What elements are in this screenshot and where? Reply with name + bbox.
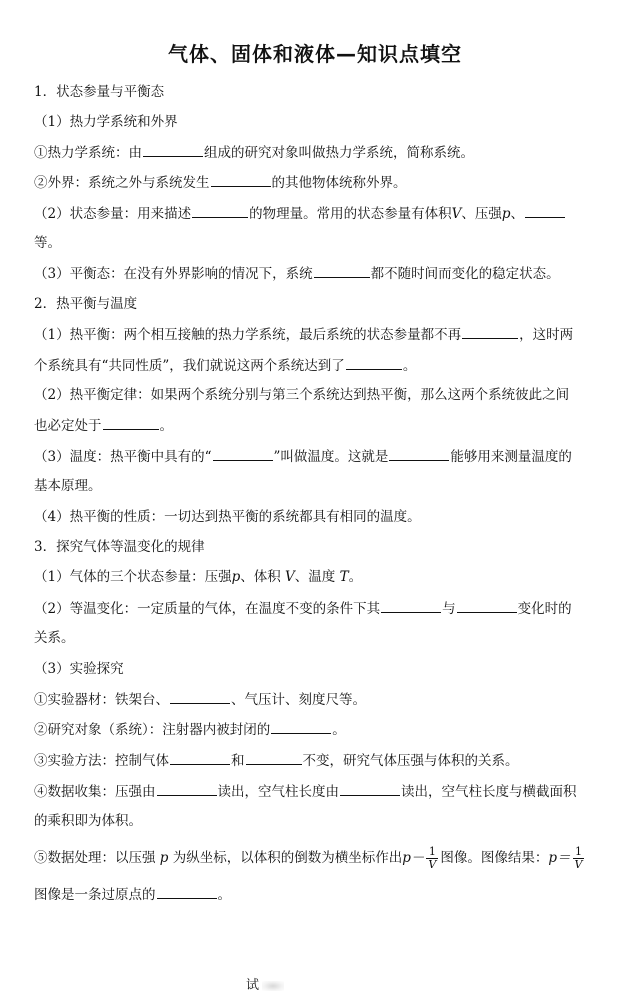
item-method: ③实验方法：控制气体 和 不变，研究气体压强与体积的关系。 [34,750,594,771]
blank[interactable] [525,203,565,218]
item-thermo-system: ①热力学系统：由 组成的研究对象叫做热力学系统，简称系统。 [34,142,594,163]
blank[interactable] [192,203,248,218]
item-thermal-equilibrium: （1）热平衡：两个相互接触的热力学系统，最后系统的状态参量都不再 ，这时两 [34,324,594,345]
blank[interactable] [271,719,331,734]
blank[interactable] [462,324,518,339]
fraction-one-over-v: $\frac{1}{V}$ [574,845,583,871]
blank[interactable] [213,446,273,461]
subsection-3-3: （3）实验探究 [34,661,124,677]
item-equilibrium-property: （4）热平衡的性质：一切达到热平衡的系统都具有相同的温度。 [34,509,421,525]
blank[interactable] [157,884,217,899]
item-data-processing: ⑤数据处理：以压强 p 为纵坐标，以体积的倒数为横坐标作出p－ $\frac{1}{V}$ 图像。图像结果：p＝ $\frac{1}{V}$ [34,845,583,871]
blank[interactable] [457,598,517,613]
item-surroundings: ②外界：系统之外与系统发生 的其他物体统称外界。 [34,172,594,193]
item-three-params: （1）气体的三个状态参量：压强p、体积 V、温度 T。 [34,569,363,585]
subsection-1-1: （1）热力学系统和外界 [34,114,178,130]
item-data-collection-cont: 的乘积即为体积。 [34,813,142,829]
blank[interactable] [157,781,217,796]
blank[interactable] [346,355,402,370]
page-footer: 试 [246,974,284,993]
blank[interactable] [103,415,159,430]
item-research-object: ②研究对象（系统）：注射器内被封闭的 。 [34,719,594,740]
blank[interactable] [389,446,449,461]
blank[interactable] [170,750,230,765]
item-data-collection: ④数据收集：压强由 读出，空气柱长度由 读出，空气柱长度与横截面积 [34,781,594,802]
blank[interactable] [143,142,203,157]
blank[interactable] [246,750,302,765]
item-zeroth-law: （2）热平衡定律：如果两个系统分别与第三个系统达到热平衡，那么这两个系统彼此之间 [34,387,570,403]
page-title: 气体、固体和液体—知识点填空 [168,42,462,66]
item-isothermal-cont: 关系。 [34,630,75,646]
item-temperature: （3）温度：热平衡中具有的“ ”叫做温度。这就是 能够用来测量温度的 [34,446,594,467]
item-state-params-cont: 等。 [34,235,61,251]
item-zeroth-law-cont: 也必定处于 。 [34,415,594,436]
item-equilibrium: （3）平衡态：在没有外界影响的情况下，系统 都不随时间而变化的稳定状态。 [34,263,594,284]
blank[interactable] [170,689,230,704]
item-thermal-equilibrium-cont: 个系统具有“共同性质”，我们就说这两个系统达到了 。 [34,355,594,376]
blank[interactable] [340,781,400,796]
item-isothermal: （2）等温变化：一定质量的气体，在温度不变的条件下其 与 变化时的 [34,598,594,619]
section-3-heading: 3．探究气体等温变化的规律 [34,539,205,555]
section-1-heading: 1．状态参量与平衡态 [34,84,165,100]
item-data-processing-cont: 图像是一条过原点的 。 [34,884,594,905]
item-state-params: （2）状态参量：用来描述 的物理量。常用的状态参量有体积V、压强p、 [34,203,594,224]
blank[interactable] [314,263,370,278]
section-2-heading: 2．热平衡与温度 [34,296,138,312]
blank[interactable] [381,598,441,613]
blank[interactable] [211,172,271,187]
item-equipment: ①实验器材：铁架台、 、气压计、刻度尺等。 [34,689,594,710]
footer-smudge [262,981,284,991]
fraction-one-over-v: $\frac{1}{V}$ [428,845,437,871]
item-temperature-cont: 基本原理。 [34,478,102,494]
